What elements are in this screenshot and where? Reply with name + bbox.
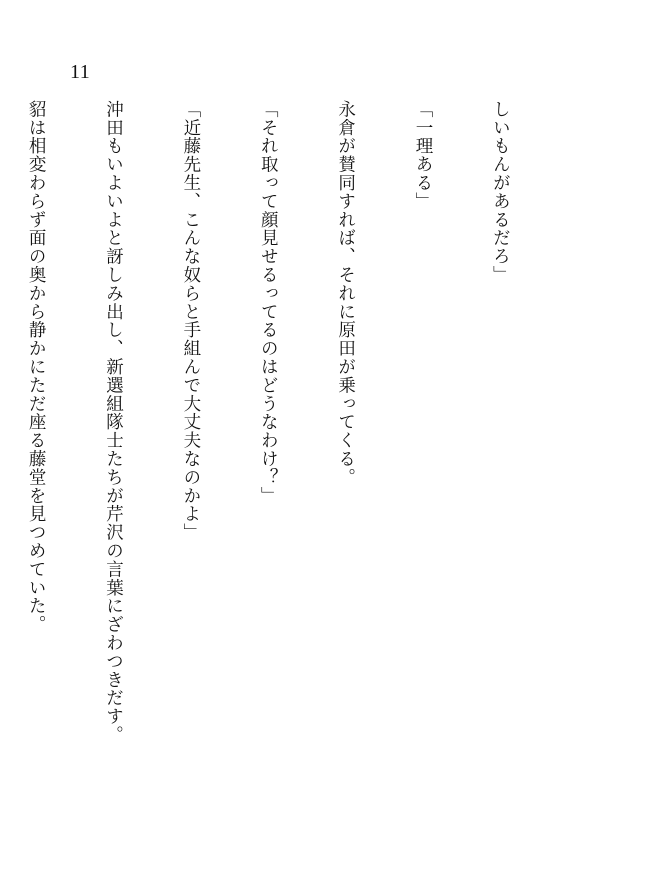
text-line: 沖田もいよいよと訝しみ出し、新選組隊士たちが芹沢の言葉にざわつきだす。 — [103, 100, 124, 744]
text-line: 貂は相変わらず面の奥から静かにただ座る藤堂を見つめていた。 — [26, 100, 47, 634]
page-number: 11 — [70, 61, 91, 83]
text-line: 「一理ある」 — [413, 100, 434, 211]
body-text — [0, 100, 564, 860]
text-line: しいもんがあるだろ」 — [490, 100, 511, 284]
text-line: 「近藤先生、こんな奴らと手組んで大丈夫なのかよ」 — [180, 100, 201, 542]
text-line: 「それ取って顔見せるってるのはどうなわけ？」 — [258, 100, 279, 505]
text-line: 永倉が賛同すれば、それに原田が乗ってくる。 — [335, 100, 356, 487]
